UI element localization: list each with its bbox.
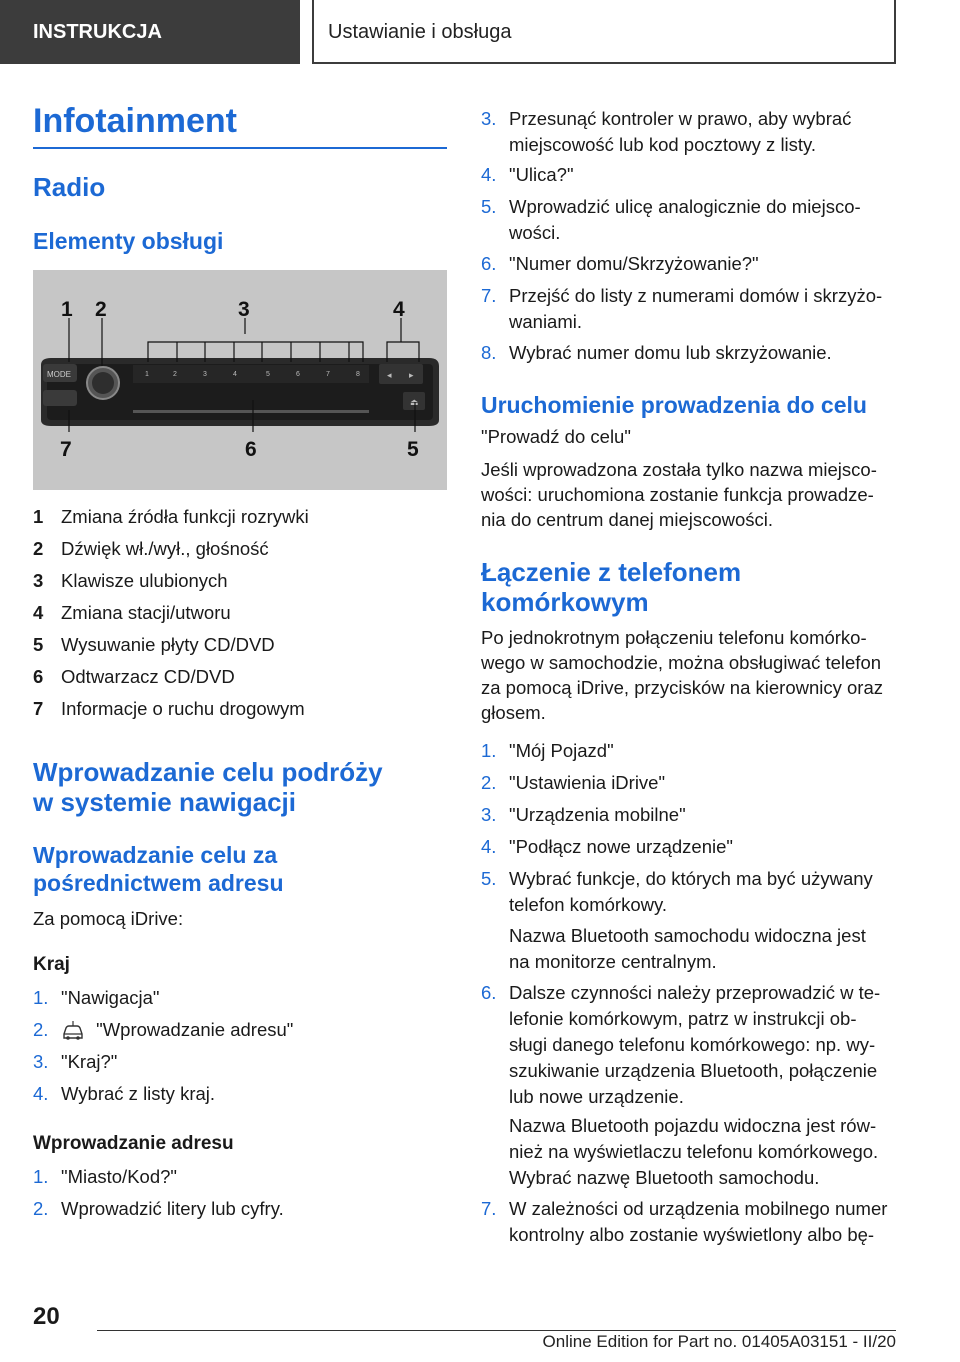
section-navigation-heading-line1: Wprowadzanie celu podróży <box>33 757 383 787</box>
legend-text: Dźwięk wł./wył., głośność <box>61 538 269 559</box>
legend-number: 3 <box>33 570 44 591</box>
step-text: Wybrać z listy kraj. <box>61 1083 216 1104</box>
legend-number: 4 <box>33 602 44 623</box>
step-text-line: Wybrać funkcje, do których ma być używany <box>509 868 873 889</box>
figure-knob-label: MODE <box>47 370 71 379</box>
step-item <box>481 802 897 828</box>
step-item <box>481 340 897 366</box>
svg-text:▸: ▸ <box>409 370 414 380</box>
step-text-line: "Urządzenia mobilne" <box>509 804 686 825</box>
step-note-line: nież na wyświetlaczu telefonu komórkowego. <box>509 1141 879 1162</box>
page-title: Infotainment <box>33 102 237 140</box>
figure-callout: 4 <box>393 298 405 321</box>
step-item <box>481 980 897 1110</box>
step-text-line: "Ustawienia iDrive" <box>509 772 666 793</box>
step-item <box>33 1081 447 1107</box>
svg-text:⏏: ⏏ <box>410 397 419 407</box>
header-chapter-tab <box>312 0 896 64</box>
step-note-line: na monitorze centralnym. <box>509 951 717 972</box>
legend-item <box>33 664 447 690</box>
step-number: 6. <box>481 982 497 1003</box>
subsection-controls-heading: Elementy obsługi <box>33 228 224 254</box>
figure-callout: 1 <box>61 298 73 321</box>
step-number: 1. <box>481 740 497 761</box>
header-section-tab <box>0 0 300 64</box>
step-item <box>33 1049 447 1075</box>
legend-number: 7 <box>33 698 44 719</box>
title-rule <box>33 147 447 149</box>
step-number: 6. <box>481 253 497 274</box>
phone-intro-line: wego w samochodzie, można obsługiwać telefon <box>481 652 882 673</box>
legend-item <box>33 568 447 594</box>
step-number: 1. <box>33 1166 49 1187</box>
step-text-line: lefonie komórkowym, patrz w instrukcji ob- <box>509 1008 857 1029</box>
step-item <box>33 1017 447 1043</box>
step-item <box>481 738 897 764</box>
legend-text: Klawisze ulubionych <box>61 570 228 591</box>
legend-number: 5 <box>33 634 44 655</box>
legend-item <box>33 504 447 530</box>
step-note-line: Nazwa Bluetooth pojazdu widoczna jest rów- <box>509 1115 877 1136</box>
step-text: "Kraj?" <box>61 1051 118 1072</box>
step-text-line: telefon komórkowy. <box>509 894 667 915</box>
subsection-address-heading-line2: pośrednictwem adresu <box>33 870 284 896</box>
figure-callout: 5 <box>407 438 419 461</box>
legend-item <box>33 632 447 658</box>
step-number: 3. <box>481 804 497 825</box>
step-note <box>481 923 897 975</box>
radio-panel-illustration <box>33 270 447 490</box>
step-text-line: Przesunąć kontroler w prawo, aby wybrać <box>509 108 852 129</box>
figure-preset-label: 1 <box>145 371 149 378</box>
step-text: "Miasto/Kod?" <box>61 1166 177 1187</box>
legend-text: Zmiana stacji/utworu <box>61 602 231 623</box>
step-item <box>481 866 897 918</box>
step-text-line: kontrolny albo zostanie wyświetlony albo bę- <box>509 1224 875 1245</box>
footer-edition: Online Edition for Part no. 01405A03151 - II/20 <box>542 1332 896 1351</box>
legend-number: 1 <box>33 506 44 527</box>
phone-intro-line: głosem. <box>481 702 546 723</box>
step-item <box>33 1164 447 1190</box>
figure-preset-label: 3 <box>203 371 207 378</box>
figure-preset-label: 7 <box>326 371 330 378</box>
step-text-line: wości. <box>509 222 561 243</box>
svg-text:◂: ◂ <box>387 370 392 380</box>
step-number: 3. <box>33 1051 49 1072</box>
start-guidance-heading: Uruchomienie prowadzenia do celu <box>481 392 867 418</box>
step-item <box>481 283 897 335</box>
step-text-line: "Numer domu/Skrzyżowanie?" <box>509 253 759 274</box>
step-number: 7. <box>481 1198 497 1219</box>
legend-item <box>33 536 447 562</box>
step-item <box>33 1196 447 1222</box>
figure-callout: 3 <box>238 298 250 321</box>
step-text-line: Dalsze czynności należy przeprowadzić w te- <box>509 982 881 1003</box>
step-number: 4. <box>33 1083 49 1104</box>
step-text: Wprowadzić litery lub cyfry. <box>61 1198 284 1219</box>
figure-preset-label: 2 <box>173 371 177 378</box>
section-radio-heading: Radio <box>33 172 106 202</box>
radio-panel-figure <box>33 270 447 490</box>
step-number: 2. <box>481 772 497 793</box>
page-number: 20 <box>33 1303 60 1330</box>
legend-text: Wysuwanie płyty CD/DVD <box>61 634 275 655</box>
step-item <box>481 194 897 246</box>
legend-text: Odtwarzacz CD/DVD <box>61 666 235 687</box>
step-number: 2. <box>33 1198 49 1219</box>
step-text-line: Wprowadzić ulicę analogicznie do miejsco- <box>509 196 861 217</box>
idrive-intro-text: Za pomocą iDrive: <box>33 908 184 929</box>
step-text-line: sługi danego telefonu komórkowego: np. wy- <box>509 1034 876 1055</box>
step-text-line: Przejść do listy z numerami domów i skrzyżo- <box>509 285 883 306</box>
legend-number: 2 <box>33 538 44 559</box>
legend-text: Zmiana źródła funkcji rozrywki <box>61 506 309 527</box>
country-heading: Kraj <box>33 954 70 975</box>
section-navigation-heading-line2: w systemie nawigacji <box>33 787 297 817</box>
step-number: 2. <box>33 1019 49 1040</box>
phone-intro-line: za pomocą iDrive, przycisków na kierownicy oraz <box>481 677 883 698</box>
figure-preset-label: 5 <box>266 371 270 378</box>
step-number: 4. <box>481 164 497 185</box>
step-item <box>481 1196 897 1248</box>
step-number: 8. <box>481 342 497 363</box>
figure-preset-label: 6 <box>296 371 300 378</box>
step-text-line: "Ulica?" <box>509 164 574 185</box>
step-number: 3. <box>481 108 497 129</box>
subsection-address-heading-line1: Wprowadzanie celu za <box>33 842 278 868</box>
step-text-line: Wybrać numer domu lub skrzyżowanie. <box>509 342 832 363</box>
step-item <box>33 985 447 1011</box>
figure-callout: 2 <box>95 298 107 321</box>
step-item <box>481 162 897 188</box>
legend-item <box>33 696 447 722</box>
start-guidance-text-line: Jeśli wprowadzona została tylko nazwa miejsco- <box>481 459 877 480</box>
figure-preset-label: 8 <box>356 371 360 378</box>
step-text-line: W zależności od urządzenia mobilnego numer <box>509 1198 888 1219</box>
legend-text: Informacje o ruchu drogowym <box>61 698 305 719</box>
footer-rule <box>97 1330 896 1331</box>
figure-preset-label: 4 <box>233 371 237 378</box>
start-guidance-text-line: wości: uruchomiona zostanie funkcja prowadze- <box>481 484 874 505</box>
step-text: "Wprowadzanie adresu" <box>96 1019 294 1040</box>
step-text-line: szukiwanie urządzenia Bluetooth, połączenie <box>509 1060 878 1081</box>
step-note <box>481 1113 897 1191</box>
figure-callout: 6 <box>245 438 257 461</box>
start-guidance-text-line: nia do centrum danej miejscowości. <box>481 509 774 530</box>
start-guidance-command: "Prowadź do celu" <box>481 426 631 447</box>
phone-intro-line: Po jednokrotnym połączeniu telefonu komórko- <box>481 627 867 648</box>
step-text-line: lub nowe urządzenie. <box>509 1086 684 1107</box>
address-entry-heading: Wprowadzanie adresu <box>33 1133 234 1154</box>
figure-callout: 7 <box>60 438 72 461</box>
step-text: "Nawigacja" <box>61 987 160 1008</box>
step-item <box>481 770 897 796</box>
legend-item <box>33 600 447 626</box>
step-item <box>481 834 897 860</box>
header-right-label: Ustawianie i obsługa <box>328 21 512 43</box>
header-left-label: INSTRUKCJA <box>33 21 162 43</box>
step-number: 1. <box>33 987 49 1008</box>
step-number: 4. <box>481 836 497 857</box>
step-text-line: waniami. <box>509 311 582 332</box>
step-number: 5. <box>481 868 497 889</box>
legend-number: 6 <box>33 666 44 687</box>
step-item <box>481 251 897 277</box>
step-number: 5. <box>481 196 497 217</box>
step-text-line: "Mój Pojazd" <box>509 740 614 761</box>
step-note-line: Nazwa Bluetooth samochodu widoczna jest <box>509 925 866 946</box>
step-item <box>481 106 897 158</box>
navigation-address-icon <box>61 1021 85 1041</box>
step-number: 7. <box>481 285 497 306</box>
step-text-line: "Podłącz nowe urządzenie" <box>509 836 733 857</box>
section-phone-heading-line2: komórkowym <box>481 587 649 617</box>
section-phone-heading-line1: Łączenie z telefonem <box>481 557 742 587</box>
step-note-line: Wybrać nazwę Bluetooth samochodu. <box>509 1167 820 1188</box>
step-text-line: miejscowość lub kod pocztowy z listy. <box>509 134 817 155</box>
